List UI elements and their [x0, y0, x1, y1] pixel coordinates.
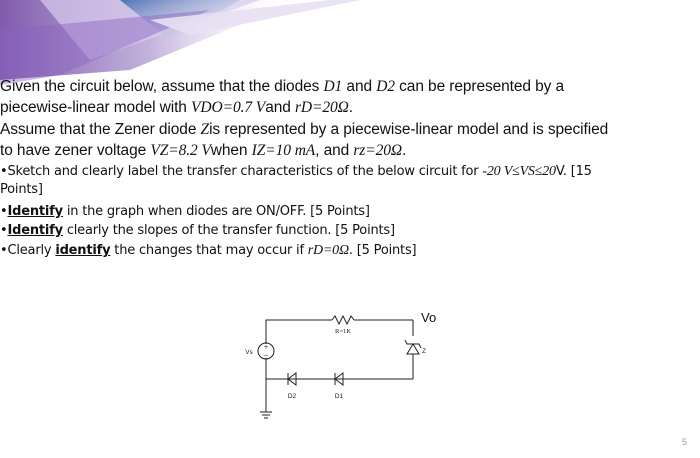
problem-line-4 [0, 141, 406, 160]
wire-top-left [266, 320, 332, 344]
problem-text: and [342, 78, 377, 95]
problem-text: , and [315, 142, 354, 159]
task-keyword: Identify [7, 204, 63, 219]
diode-d1-label: D1 [334, 393, 344, 400]
output-label: Vo [421, 310, 437, 325]
task-keyword: Identify [7, 223, 63, 238]
problem-text: is represented by a piecewise-linear model and is specified [209, 121, 609, 138]
rz-value: rz=20Ω [353, 142, 402, 159]
zener-diode [405, 340, 421, 354]
problem-text: to have zener voltage [0, 142, 151, 159]
page-number: 5 [682, 437, 688, 447]
task-3: •Identify clearly the slopes of the transfer function. [5 Points] [0, 223, 395, 238]
zener-label: Z [422, 348, 426, 355]
resistor [332, 316, 354, 324]
task-keyword: identify [55, 243, 111, 258]
resistor-label: R=1K [335, 328, 351, 335]
diode-d2-label: D2 [287, 393, 297, 400]
iz-value: IZ=10 mA [251, 142, 316, 159]
rd-zero-value: rD=0Ω [307, 243, 349, 258]
problem-text: . [348, 99, 353, 116]
task-text: clearly the slopes of the transfer function. [5 Points] [62, 223, 395, 238]
zener-symbol: Z [200, 121, 210, 138]
diode-d1-symbol: D1 [323, 78, 343, 95]
rd-value: rD=20Ω [294, 99, 349, 116]
vdo-value: VDO=0.7 V [191, 99, 266, 116]
problem-text: . [401, 142, 407, 159]
source-label: Vs [245, 349, 253, 356]
task-text: •Sketch and clearly label the transfer characteristics of the below circuit for [0, 164, 483, 179]
problem-text: and [265, 99, 295, 116]
task-text: •Clearly [0, 243, 56, 258]
task-1-continued [0, 181, 43, 198]
diode-d2-symbol: D2 [376, 78, 395, 95]
svg-text:+: + [263, 344, 269, 351]
problem-line-2 [0, 98, 353, 117]
task-text: . [5 Points] [348, 243, 417, 258]
problem-line-3 [0, 120, 608, 139]
circuit-diagram [225, 300, 455, 450]
problem-text: Assume that the Zener diode [0, 121, 201, 138]
task-text: V. [15 [555, 164, 592, 179]
task-text: the changes that may occur if [110, 243, 308, 258]
task-text: in the graph when diodes are ON/OFF. [5 Points] [62, 204, 370, 219]
svg-text:−: − [263, 352, 269, 359]
task-4 [0, 242, 416, 259]
problem-text: Given the circuit below, assume that the diodes [0, 78, 324, 95]
problem-text: when [210, 142, 252, 159]
task-2: •Identify in the graph when diodes are ON/OFF. [5 Points] [0, 204, 370, 219]
vz-value: VZ=8.2 V [150, 142, 211, 159]
task-1 [0, 163, 592, 180]
problem-text: piecewise-linear model with [0, 99, 192, 116]
problem-text: can be represented by a [394, 78, 565, 95]
task-text: Points] [0, 182, 43, 197]
vs-range: -20 V≤VS≤20 [482, 164, 556, 179]
problem-line-1 [0, 77, 564, 96]
